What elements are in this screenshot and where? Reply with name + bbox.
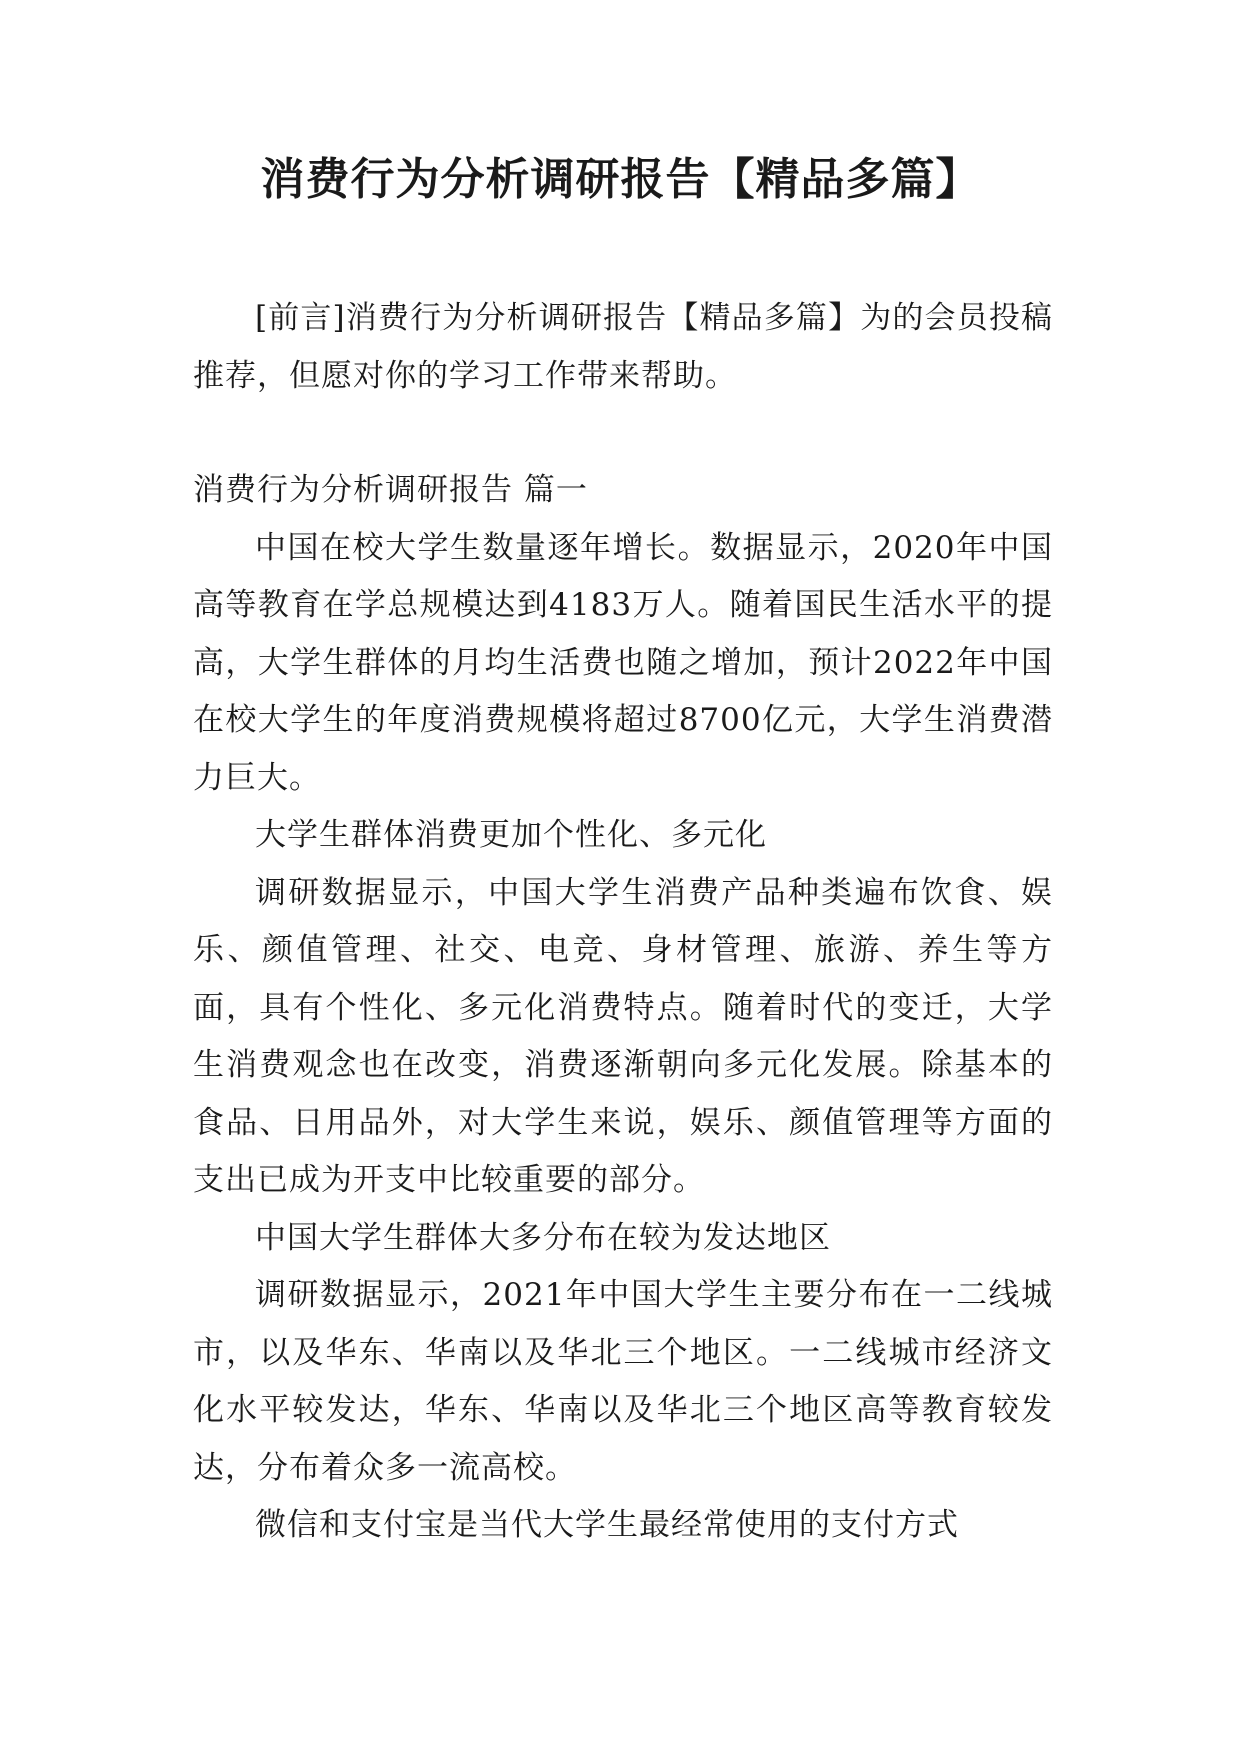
section-heading: 消费行为分析调研报告 篇一 xyxy=(193,472,588,508)
preface-paragraph: [前言]消费行为分析调研报告【精品多篇】为的会员投稿推荐，但愿对你的学习工作带来帮助。 xyxy=(193,300,1053,394)
subheading-paragraph: 大学生群体消费更加个性化、多元化 xyxy=(255,817,767,853)
body-paragraph: 调研数据显示，2021年中国大学生主要分布在一二线城市，以及华东、华南以及华北三个地区。一二线城市经济文化水平较发达，华东、华南以及华北三个地区高等教育较发达，分布着众多一流高校。 xyxy=(193,1277,1053,1486)
subheading-paragraph: 微信和支付宝是当代大学生最经常使用的支付方式 xyxy=(255,1507,959,1543)
document-title: 消费行为分析调研报告【精品多篇】 xyxy=(260,154,981,205)
body-paragraph: 中国在校大学生数量逐年增长。数据显示，2020年中国高等教育在学总规模达到4183万人。随着国民生活水平的提高，大学生群体的月均生活费也随之增加，预计2022年中国在校大学生的年度消费规模将超过8700亿元，大学生消费潜力巨大。 xyxy=(193,529,1053,796)
document-body xyxy=(193,290,1053,1555)
body-paragraph: 调研数据显示，中国大学生消费产品种类遍布饮食、娱乐、颜值管理、社交、电竞、身材管理、旅游、养生等方面，具有个性化、多元化消费特点。随着时代的变迁，大学生消费观念也在改变，消费逐渐朝向多元化发展。除基本的食品、日用品外，对大学生来说，娱乐、颜值管理等方面的支出已成为开支中比较重要的部分。 xyxy=(193,874,1053,1198)
subheading-paragraph: 中国大学生群体大多分布在较为发达地区 xyxy=(255,1219,831,1256)
